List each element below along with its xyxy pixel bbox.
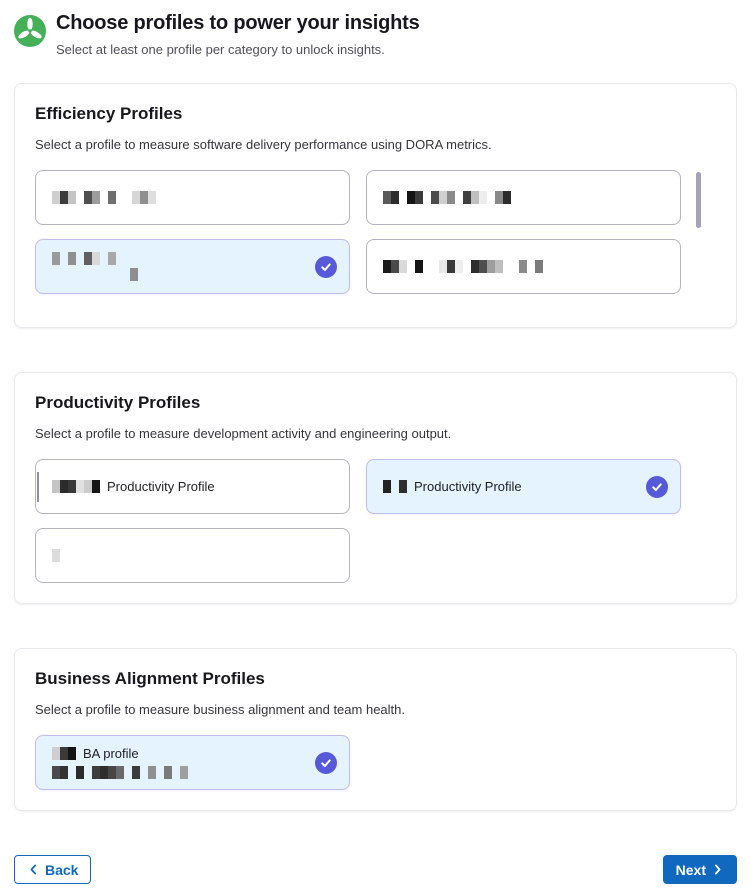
business-alignment-section-title: Business Alignment Profiles xyxy=(35,669,265,688)
efficiency-cards-scroll-area xyxy=(35,170,716,307)
selected-check-icon xyxy=(646,476,668,498)
business-alignment-profiles-section xyxy=(14,648,737,811)
chevron-right-icon xyxy=(711,863,724,876)
selected-check-icon xyxy=(315,256,337,278)
profile-card[interactable] xyxy=(35,459,350,514)
wizard-footer xyxy=(14,855,737,892)
selected-check-icon xyxy=(315,752,337,774)
back-button-label: Back xyxy=(45,861,79,878)
header-text xyxy=(56,12,420,57)
page-title: Choose profiles to power your insights xyxy=(56,12,420,34)
redacted-text xyxy=(52,252,116,265)
profile-card[interactable] xyxy=(35,528,350,583)
redacted-text xyxy=(383,480,407,493)
page-header xyxy=(14,12,737,57)
productivity-section-description: Select a profile to measure development activity and engineering output. xyxy=(35,426,452,441)
profile-card-selected[interactable] xyxy=(35,239,350,294)
profile-card-label: Productivity Profile xyxy=(414,479,522,494)
propeller-icon xyxy=(14,15,46,52)
redacted-text xyxy=(383,260,543,273)
efficiency-profiles-section xyxy=(14,83,737,328)
profile-card-label: Productivity Profile xyxy=(107,479,215,494)
efficiency-section-title: Efficiency Profiles xyxy=(35,104,183,123)
profile-card[interactable] xyxy=(35,170,350,225)
redacted-text xyxy=(52,747,76,760)
redacted-text xyxy=(383,191,511,204)
page-subtitle: Select at least one profile per category to unlock insights. xyxy=(56,42,385,57)
productivity-profiles-section xyxy=(14,372,737,604)
efficiency-section-description: Select a profile to measure software delivery performance using DORA metrics. xyxy=(35,137,492,152)
business-alignment-cards-area xyxy=(35,735,716,790)
profile-card[interactable] xyxy=(366,170,681,225)
chevron-left-icon xyxy=(27,863,40,876)
redacted-text xyxy=(52,480,100,493)
redacted-text xyxy=(52,191,156,204)
profile-card[interactable] xyxy=(366,239,681,294)
back-button[interactable] xyxy=(14,855,91,884)
empty-grid-cell xyxy=(366,735,681,790)
redacted-text xyxy=(130,268,138,281)
business-alignment-section-description: Select a profile to measure business alignment and team health. xyxy=(35,702,405,717)
productivity-cards-area xyxy=(35,459,716,583)
text-cursor-artifact xyxy=(37,472,39,502)
productivity-section-title: Productivity Profiles xyxy=(35,393,201,412)
redacted-text xyxy=(52,766,188,779)
scrollbar-thumb[interactable] xyxy=(696,172,701,228)
redacted-text xyxy=(52,549,60,562)
profile-card-label: BA profile xyxy=(83,745,139,761)
next-button[interactable] xyxy=(663,855,737,884)
profile-card-selected[interactable] xyxy=(366,459,681,514)
next-button-label: Next xyxy=(675,861,706,878)
profile-card-selected[interactable] xyxy=(35,735,350,790)
